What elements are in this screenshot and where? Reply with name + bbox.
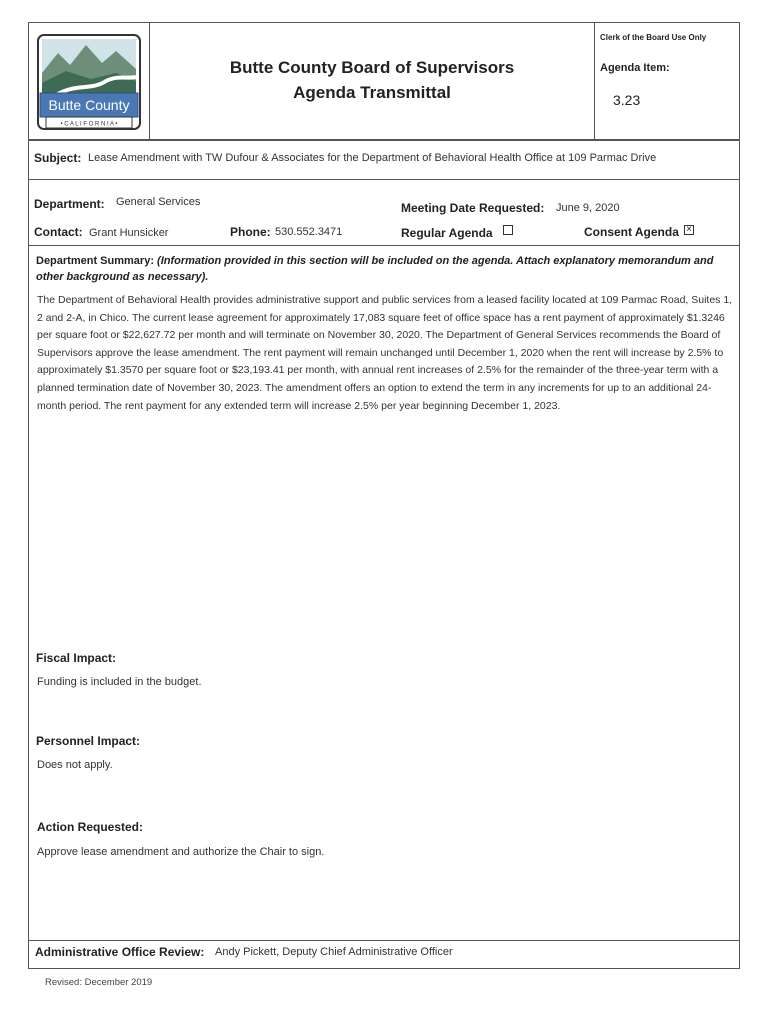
admin-review-label: Administrative Office Review: — [35, 945, 205, 959]
butte-county-logo — [36, 33, 142, 131]
admin-review-value: Andy Pickett, Deputy Chief Administrative Officer — [215, 946, 453, 958]
phone-value: 530.552.3471 — [275, 226, 343, 238]
subject-label: Subject: — [34, 151, 82, 165]
fiscal-impact-value: Funding is included in the budget. — [37, 676, 202, 688]
agenda-item-value: 3.23 — [613, 92, 641, 108]
phone-label: Phone: — [230, 225, 271, 239]
agenda-item-label: Agenda Item: — [600, 62, 670, 74]
divider-review — [28, 940, 740, 941]
action-requested-label: Action Requested: — [37, 820, 144, 834]
page-title — [149, 55, 595, 105]
logo-text: Butte County — [48, 97, 130, 113]
fiscal-impact-label: Fiscal Impact: — [36, 651, 117, 665]
consent-agenda-checkbox[interactable]: × — [684, 225, 694, 235]
summary-note: (Information provided in this section will be included on the agenda. Attach explanatory memorandum and other background as necessary). — [36, 255, 714, 283]
clerk-use-label: Clerk of the Board Use Only — [600, 33, 707, 42]
contact-label: Contact: — [34, 225, 83, 239]
summary-label: Department Summary: — [36, 255, 154, 267]
divider-contact — [28, 245, 740, 246]
summary-text: The Department of Behavioral Health provides administrative support and public services from a leased facility located at 109 Parmac Road, Suites 1, 2 and 2-A, in Chico. The current lease agreement for approximately 17,083 square feet of office space has a rent payment of approximately $1.3246 per square foot or $22,627.72 per month and will terminate on November 30, 2020. The Department of General Services recommends the Board of Supervisors approve the lease amendment. The rent payment will remain unchanged until December 1, 2020 when the rent will increase by 2.5% to approximately $1.3570 per square foot or $23,193.41 per month, with annual rent increases of 2.5% for the remainder of the three-year term with a planned termination date of November 30, 2023. The amendment offers an option to extend the term in any increments for up to an additional 24-month period. The rent payment for any extended term will increase 2.5% per year beginning December 1, 2023. — [37, 294, 733, 412]
department-label: Department: — [34, 197, 105, 211]
divider-subject — [28, 179, 740, 180]
meeting-date-label: Meeting Date Requested: — [401, 201, 545, 215]
department-value: General Services — [116, 196, 201, 208]
revised-date: Revised: December 2019 — [45, 977, 153, 988]
consent-agenda-label: Consent Agenda — [584, 225, 679, 239]
subject-value: Lease Amendment with TW Dufour & Associates for the Department of Behavioral Health Office at 109 Parmac Drive — [88, 152, 657, 164]
personnel-impact-label: Personnel Impact: — [36, 734, 141, 748]
title-line-2: Agenda Transmittal — [293, 83, 451, 102]
action-requested-value: Approve lease amendment and authorize the Chair to sign. — [37, 846, 325, 858]
summary-heading — [36, 253, 736, 285]
regular-agenda-label: Regular Agenda — [401, 226, 493, 240]
logo-subtext: • C A L I F O R N I A • — [60, 121, 118, 128]
title-line-1: Butte County Board of Supervisors — [229, 58, 515, 77]
meeting-date-value: June 9, 2020 — [556, 202, 620, 214]
contact-value: Grant Hunsicker — [89, 227, 169, 239]
regular-agenda-checkbox[interactable] — [503, 225, 513, 235]
personnel-impact-value: Does not apply. — [37, 759, 113, 771]
